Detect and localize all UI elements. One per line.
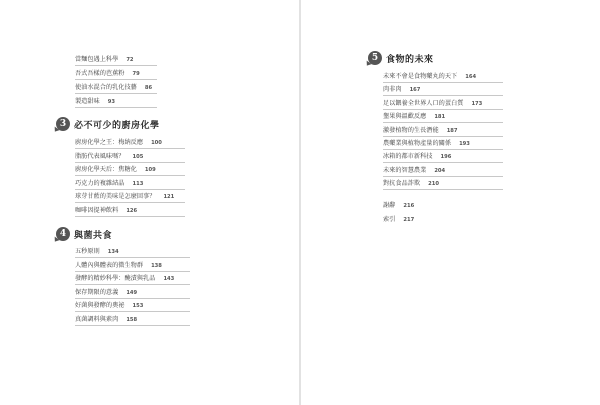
toc-entry-underline bbox=[75, 298, 190, 299]
toc-entry-underline bbox=[75, 93, 157, 94]
toc-entry-title: 球芽甘藍的美味是怎麼回事？ bbox=[75, 193, 156, 201]
toc-entry-title: 真菌調料與素肉 bbox=[75, 316, 119, 323]
toc-entry-underline bbox=[383, 162, 503, 163]
toc-entry[interactable] bbox=[75, 56, 134, 64]
toc-entry-page: 167 bbox=[409, 87, 421, 94]
toc-entry-underline bbox=[75, 216, 185, 217]
toc-entry-title: 好菌與發酵的奧祕 bbox=[75, 302, 125, 310]
toc-entry-title: 使油水混合的乳化技藝 bbox=[75, 84, 137, 91]
toc-entry[interactable] bbox=[75, 302, 143, 310]
toc-entry-title: 廚房化學之王：梅納反應 bbox=[75, 139, 144, 146]
toc-entry[interactable] bbox=[75, 316, 137, 324]
toc-entry-underline bbox=[383, 189, 503, 190]
toc-entry-underline bbox=[75, 325, 190, 326]
toc-entry-underline bbox=[75, 202, 185, 203]
chapter-number-badge bbox=[56, 117, 70, 131]
toc-entry-underline bbox=[383, 95, 503, 96]
toc-entry-underline bbox=[75, 284, 190, 285]
toc-entry[interactable] bbox=[383, 113, 445, 121]
toc-entry-title: 廚房化學天后：焦糖化 bbox=[75, 166, 137, 174]
toc-entry-underline bbox=[383, 109, 503, 110]
toc-entry-page: 193 bbox=[459, 141, 470, 147]
toc-entry[interactable] bbox=[75, 70, 140, 78]
toc-entry-underline bbox=[75, 175, 185, 176]
toc-entry-page: 86 bbox=[144, 85, 153, 91]
toc-entry-title: 脂肪代表風味嗎？ bbox=[75, 152, 125, 160]
chapter-number: 4 bbox=[56, 227, 70, 241]
toc-entry-page: 204 bbox=[434, 167, 446, 174]
toc-entry-page: 113 bbox=[132, 180, 144, 187]
toc-entry[interactable] bbox=[75, 193, 174, 201]
toc-entry-page: 134 bbox=[107, 249, 119, 255]
toc-entry-page: 143 bbox=[163, 276, 175, 283]
toc-entry-page: 196 bbox=[440, 154, 452, 161]
toc-entry-underline bbox=[75, 65, 157, 66]
toc-entry[interactable] bbox=[75, 248, 119, 256]
toc-entry-page: 72 bbox=[126, 57, 134, 63]
toc-entry-page: 158 bbox=[126, 317, 138, 323]
toc-entry[interactable] bbox=[75, 207, 137, 215]
toc-entry-page: 105 bbox=[132, 153, 144, 160]
toc-entry-underline bbox=[75, 311, 190, 312]
toc-entry-title: 五秒原則 bbox=[75, 248, 100, 255]
chapter-number-badge bbox=[368, 51, 382, 65]
toc-entry[interactable] bbox=[383, 202, 414, 210]
toc-entry-title: 製造甜味 bbox=[75, 98, 100, 105]
toc-entry-page: 210 bbox=[428, 181, 439, 188]
toc-entry-title: 索引 bbox=[383, 215, 396, 223]
toc-entry-underline bbox=[75, 107, 157, 108]
right-page bbox=[301, 0, 600, 405]
toc-entry-underline bbox=[383, 149, 503, 150]
toc-entry-title: 保存期限的意義 bbox=[75, 288, 119, 296]
chapter-4-heading bbox=[56, 227, 112, 241]
toc-entry-title: 墾果與溫歡反應 bbox=[383, 113, 427, 121]
toc-entry-underline bbox=[75, 271, 190, 272]
chapter-3-heading bbox=[56, 117, 160, 131]
chapter-number: 3 bbox=[56, 117, 70, 131]
toc-entry-underline bbox=[383, 122, 503, 123]
toc-entry[interactable] bbox=[75, 153, 143, 161]
toc-entry[interactable] bbox=[383, 216, 414, 224]
chapter-title: 必不可少的廚房化學 bbox=[74, 120, 160, 131]
chapter-title: 食物的未來 bbox=[386, 54, 434, 65]
toc-entry[interactable] bbox=[383, 180, 439, 188]
toc-entry[interactable] bbox=[75, 98, 115, 106]
chapter-5-heading bbox=[368, 51, 434, 65]
toc-entry-title: 未來的智慧農業 bbox=[383, 166, 427, 174]
toc-entry[interactable] bbox=[383, 100, 482, 108]
toc-entry[interactable] bbox=[383, 140, 470, 148]
chapter-title: 與菌共食 bbox=[74, 230, 113, 241]
toc-entry-title: 肉非肉 bbox=[383, 86, 402, 94]
toc-entry-page: 100 bbox=[151, 140, 162, 146]
toc-entry-underline bbox=[75, 189, 185, 190]
chapter-number: 5 bbox=[368, 51, 382, 65]
toc-entry-underline bbox=[383, 82, 503, 83]
toc-entry-title: 人體內與體表的微生物群 bbox=[75, 261, 144, 269]
toc-entry-title: 發酵的精妙科學：醃漬與乳品 bbox=[75, 275, 156, 283]
toc-entry[interactable] bbox=[75, 166, 156, 174]
toc-entry-page: 216 bbox=[403, 203, 415, 209]
toc-entry-title: 當麵包遇上科學 bbox=[75, 56, 119, 63]
toc-entry-page: 164 bbox=[465, 74, 477, 80]
toc-entry-title: 足以餵養全世界人口的蛋白質 bbox=[383, 99, 464, 107]
toc-entry[interactable] bbox=[383, 73, 476, 81]
toc-entry-page: 149 bbox=[126, 289, 138, 296]
toc-entry-underline bbox=[75, 79, 157, 80]
toc-entry[interactable] bbox=[383, 86, 420, 94]
toc-entry-title: 謝辭 bbox=[383, 202, 396, 209]
toc-entry[interactable] bbox=[383, 153, 451, 161]
toc-entry[interactable] bbox=[75, 180, 143, 188]
toc-entry-page: 109 bbox=[144, 167, 156, 174]
toc-entry-underline bbox=[75, 257, 190, 258]
toc-entry-underline bbox=[75, 162, 185, 163]
toc-entry-page: 217 bbox=[403, 216, 415, 223]
toc-entry-page: 187 bbox=[446, 127, 458, 134]
toc-entry[interactable] bbox=[75, 275, 174, 283]
toc-entry[interactable] bbox=[75, 139, 162, 147]
left-page bbox=[0, 0, 299, 405]
toc-entry-title: 對抗食品詐欺 bbox=[383, 180, 421, 188]
toc-entry-title: 吾式吾樣的芭蕉粉 bbox=[75, 70, 125, 77]
toc-entry-underline bbox=[383, 176, 503, 177]
toc-entry-title: 巧克力的複雜結晶 bbox=[75, 179, 125, 187]
toc-entry-page: 181 bbox=[434, 114, 446, 121]
toc-entry[interactable] bbox=[383, 167, 445, 175]
toc-entry[interactable] bbox=[383, 127, 458, 135]
toc-entry-page: 79 bbox=[132, 71, 140, 77]
chapter-number-badge bbox=[56, 227, 70, 241]
toc-entry-page: 93 bbox=[107, 99, 115, 105]
toc-entry-title: 激發植物的生長潛能 bbox=[383, 126, 439, 134]
toc-entry-page: 121 bbox=[163, 194, 175, 201]
toc-entry[interactable] bbox=[75, 84, 152, 92]
toc-entry-page: 153 bbox=[132, 303, 144, 310]
toc-entry-underline bbox=[75, 148, 185, 149]
toc-entry[interactable] bbox=[75, 262, 162, 270]
toc-entry-page: 138 bbox=[151, 262, 162, 269]
toc-entry-title: 咖啡因提神飲料 bbox=[75, 207, 119, 214]
toc-entry[interactable] bbox=[75, 289, 137, 297]
toc-entry-title: 農藥業與植物產量的關係 bbox=[383, 140, 452, 147]
toc-entry-title: 未來不會是食物藥丸的天下 bbox=[383, 73, 458, 80]
toc-entry-page: 126 bbox=[126, 208, 138, 214]
toc-entry-page: 173 bbox=[471, 100, 483, 107]
toc-entry-underline bbox=[383, 136, 503, 137]
toc-entry-title: 冰箱的都市新科技 bbox=[383, 153, 433, 161]
